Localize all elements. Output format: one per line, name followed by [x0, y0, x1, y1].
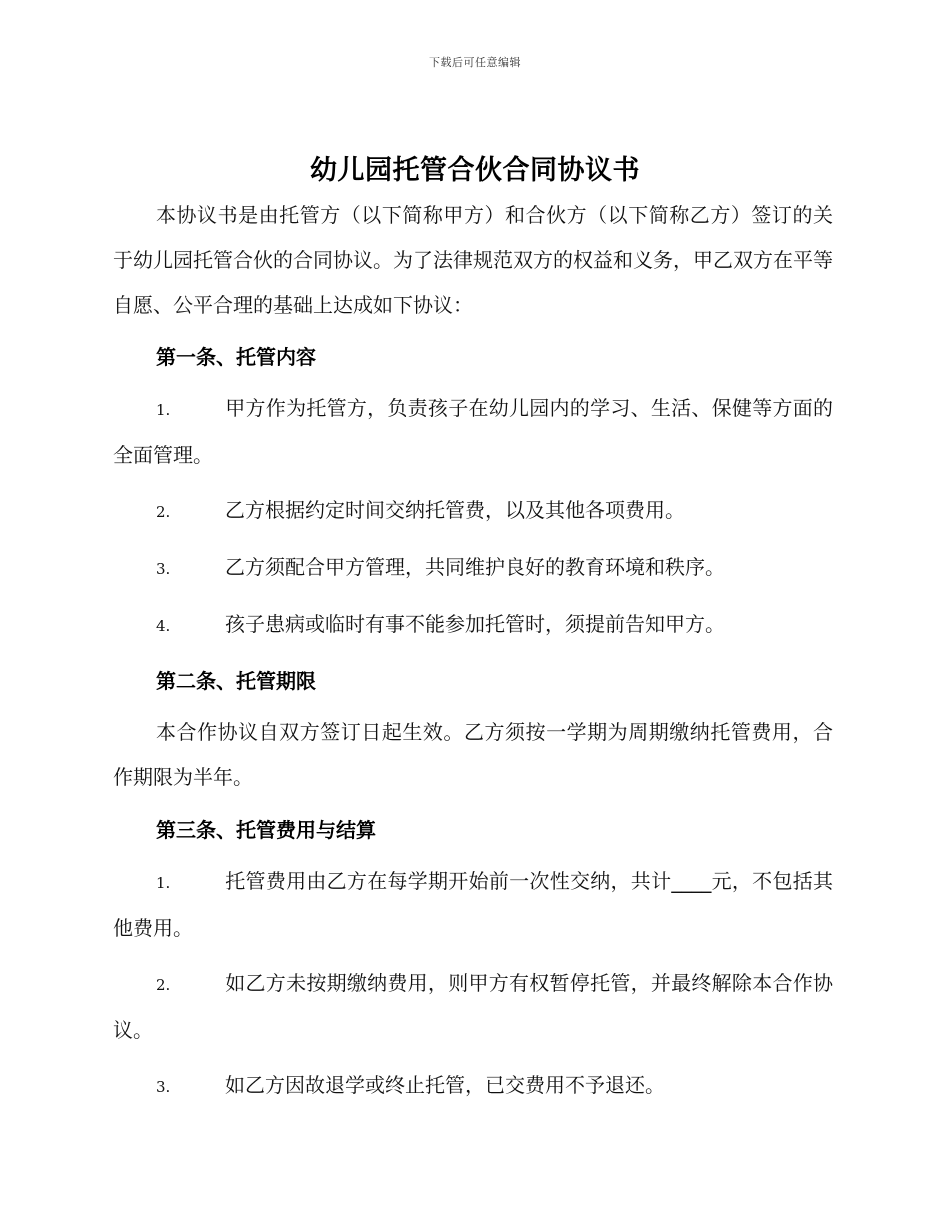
item-text: 如乙方未按期缴纳费用，则甲方有权暂停托管，并最终解除本合作协议。 — [113, 971, 833, 1042]
item-text: 甲方作为托管方，负责孩子在幼儿园内的学习、生活、保健等方面的全面管理。 — [113, 396, 833, 467]
item-number: 2. — [156, 503, 171, 521]
list-item — [113, 1063, 833, 1110]
list-item — [113, 488, 833, 535]
item-number: 4. — [156, 617, 171, 635]
item-number: 2. — [156, 976, 171, 994]
document-body — [113, 193, 833, 1120]
list-item — [113, 602, 833, 649]
section-2-heading: 第二条、托管期限 — [156, 669, 316, 693]
item-text: 如乙方因故退学或终止托管，已交费用不予退还。 — [225, 1073, 665, 1097]
item-number: 3. — [156, 1078, 171, 1096]
item-text: 托管费用由乙方在每学期开始前一次性交纳，共计____元，不包括其他费用。 — [113, 869, 833, 940]
section-2-paragraph: 本合作协议自双方签订日起生效。乙方须按一学期为周期缴纳托管费用，合作期限为半年。 — [113, 720, 833, 789]
item-number: 3. — [156, 560, 171, 578]
list-item — [113, 386, 833, 478]
list-item — [113, 545, 833, 592]
item-text: 乙方须配合甲方管理，共同维护良好的教育环境和秩序。 — [225, 555, 725, 579]
list-item — [113, 961, 833, 1053]
intro-paragraph: 本协议书是由托管方（以下简称甲方）和合伙方（以下简称乙方）签订的关于幼儿园托管合伙的合同协议。为了法律规范双方的权益和义务，甲乙双方在平等自愿、公平合理的基础上达成如下协议： — [113, 203, 833, 317]
item-number: 1. — [156, 874, 171, 892]
item-text: 乙方根据约定时间交纳托管费，以及其他各项费用。 — [225, 498, 685, 522]
section-1-heading: 第一条、托管内容 — [156, 345, 316, 369]
item-number: 1. — [156, 401, 171, 419]
header-note: 下载后可任意编辑 — [429, 56, 521, 69]
item-text: 孩子患病或临时有事不能参加托管时，须提前告知甲方。 — [225, 612, 725, 636]
list-item — [113, 859, 833, 951]
document-title: 幼儿园托管合伙合同协议书 — [310, 155, 640, 186]
section-3-heading: 第三条、托管费用与结算 — [156, 818, 376, 842]
